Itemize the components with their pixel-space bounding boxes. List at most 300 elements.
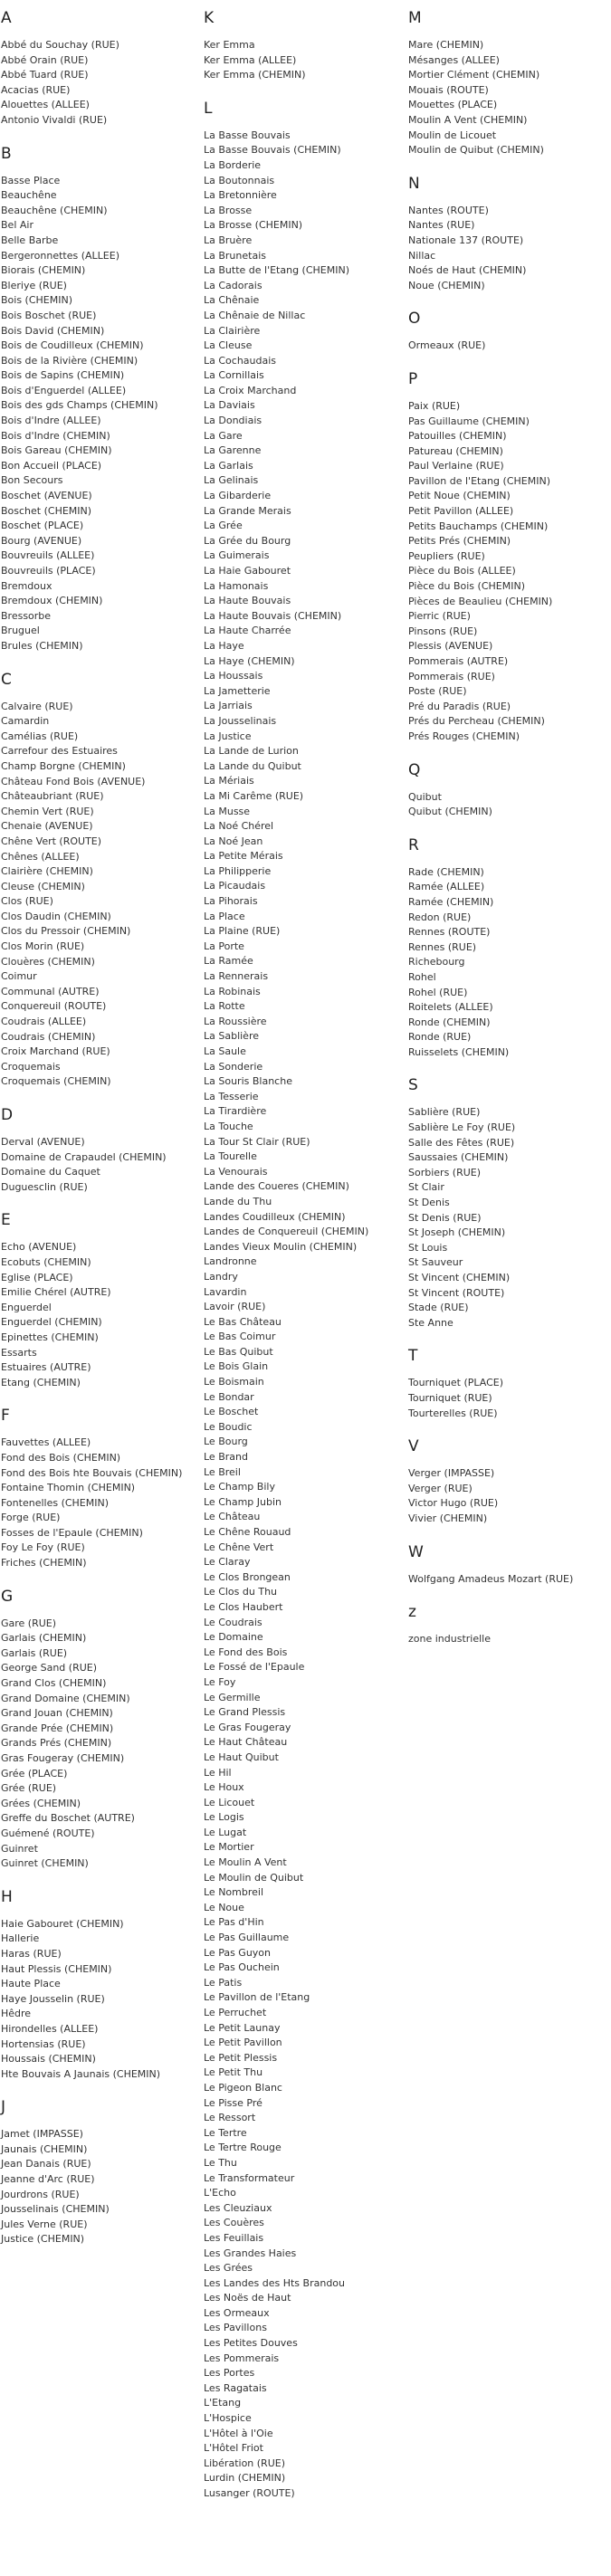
street-item: La Cochaudais xyxy=(204,354,277,367)
letter-heading: E xyxy=(1,1211,11,1230)
street-item: Bois d'Enguerdel (ALLEE) xyxy=(1,384,127,396)
letter-heading: D xyxy=(1,1106,14,1124)
street-item: La Haute Charrée xyxy=(204,625,291,637)
street-item: La Mériais xyxy=(204,775,254,787)
street-item: Biorais (CHEMIN) xyxy=(1,264,86,277)
street-item: Paul Verlaine (RUE) xyxy=(408,460,504,472)
street-item: L'Hôtel à l'Oie xyxy=(204,2427,273,2439)
street-item: Rade (CHEMIN) xyxy=(408,865,484,878)
street-item: Epinettes (CHEMIN) xyxy=(1,1331,99,1343)
street-item: Ormeaux (RUE) xyxy=(408,339,486,352)
street-item: Prés Rouges (CHEMIN) xyxy=(408,730,520,742)
street-item: Les Grandes Haies xyxy=(204,2247,297,2259)
street-item: La Pihorais xyxy=(204,895,258,908)
letter-group xyxy=(204,9,405,83)
letter-group xyxy=(1,1588,200,1872)
street-item: La Jametterie xyxy=(204,684,271,697)
street-item: Les Ragatais xyxy=(204,2381,267,2394)
street-item: Bon Secours xyxy=(1,474,63,487)
street-item: Bremdoux (CHEMIN) xyxy=(1,595,103,607)
street-item: Le Pas Ouchein xyxy=(204,1961,280,1974)
street-item: Le Domaine xyxy=(204,1631,263,1644)
street-item: Lavoir (RUE) xyxy=(204,1301,266,1313)
street-list xyxy=(1,38,200,129)
street-item: Nillac xyxy=(408,249,436,262)
street-item: Domaine du Caquet xyxy=(1,1166,100,1178)
letter-heading: M xyxy=(408,9,422,27)
street-item: Le Grand Plessis xyxy=(204,1706,286,1719)
street-item: Guinret xyxy=(1,1842,38,1855)
street-item: Bourg (AVENUE) xyxy=(1,534,82,547)
street-item: La Mi Carême (RUE) xyxy=(204,789,304,802)
street-item: Salle des Fêtes (RUE) xyxy=(408,1136,515,1149)
street-item: Le Fossé de l'Epaule xyxy=(204,1661,305,1674)
street-item: La Houssais xyxy=(204,670,263,682)
street-item: Bois Boschet (RUE) xyxy=(1,309,97,321)
street-item: Le Tertre xyxy=(204,2126,247,2139)
street-item: Champ Borgne (CHEMIN) xyxy=(1,759,126,772)
street-item: La Touche xyxy=(204,1120,253,1132)
street-item: Le Gras Fougeray xyxy=(204,1721,291,1733)
street-item: La Brosse (CHEMIN) xyxy=(204,219,303,232)
street-item: Basse Place xyxy=(1,174,61,186)
street-item: La Grée du Bourg xyxy=(204,534,291,547)
street-item: Landry xyxy=(204,1270,238,1283)
street-item: Chemin Vert (RUE) xyxy=(1,805,94,817)
street-item: Le Chêne Rouaud xyxy=(204,1526,291,1538)
street-item: Roitelets (ALLEE) xyxy=(408,1001,493,1014)
street-item: La Lande du Quibut xyxy=(204,759,301,772)
letter-group xyxy=(408,1347,609,1421)
street-list xyxy=(204,129,405,2502)
street-item: Petits Prés (CHEMIN) xyxy=(408,535,511,548)
street-list xyxy=(408,865,609,1061)
street-item: Haye Jousselin (RUE) xyxy=(1,1992,105,2005)
street-item: Libération (RUE) xyxy=(204,2457,285,2469)
street-list xyxy=(408,1572,609,1588)
letter-heading: C xyxy=(1,670,12,689)
street-item: Plessis (AVENUE) xyxy=(408,640,493,653)
street-list xyxy=(204,38,405,83)
street-item: Le Germille xyxy=(204,1691,261,1703)
street-item: Noés de Haut (CHEMIN) xyxy=(408,264,527,277)
street-item: Coudrais (ALLEE) xyxy=(1,1016,87,1028)
letter-group xyxy=(1,145,200,654)
street-item: Croquemais (CHEMIN) xyxy=(1,1075,111,1088)
street-item: Grée (PLACE) xyxy=(1,1767,68,1779)
letter-group xyxy=(1,671,200,1090)
street-item: Mouais (ROUTE) xyxy=(408,83,489,96)
street-item: Le Pas d'Hin xyxy=(204,1916,264,1929)
street-item: La Picaudais xyxy=(204,880,266,892)
street-item: Les Pavillons xyxy=(204,2322,267,2334)
street-item: Clouères (CHEMIN) xyxy=(1,955,95,968)
street-item: Estuaires (AUTRE) xyxy=(1,1361,91,1374)
street-item: Emilie Chérel (AUTRE) xyxy=(1,1286,111,1299)
street-item: Les Feuillais xyxy=(204,2231,264,2244)
street-item: La Bretonnière xyxy=(204,189,277,202)
street-item: La Brunetais xyxy=(204,249,266,262)
street-item: Bois d'Indre (CHEMIN) xyxy=(1,429,110,442)
street-item: Jousselinais (CHEMIN) xyxy=(1,2203,110,2216)
letter-group xyxy=(408,1603,609,1647)
street-item: Mouettes (PLACE) xyxy=(408,99,498,111)
street-item: La Hamonais xyxy=(204,579,269,592)
street-item: Bremdoux xyxy=(1,579,53,592)
street-item: La Cleuse xyxy=(204,339,253,352)
street-item: La Roussière xyxy=(204,1015,267,1027)
street-item: La Noé Chérel xyxy=(204,820,274,833)
letter-group xyxy=(408,1076,609,1331)
street-item: Quibut (CHEMIN) xyxy=(408,806,492,818)
street-list xyxy=(1,1135,200,1195)
street-item: La Garlais xyxy=(204,459,253,472)
street-list xyxy=(408,1376,609,1421)
street-item: Le Petit Launay xyxy=(204,2021,281,2034)
street-item: Château Fond Bois (AVENUE) xyxy=(1,775,146,787)
street-item: La Sonderie xyxy=(204,1060,263,1073)
street-item: La Rennerais xyxy=(204,970,269,983)
street-item: Gare (RUE) xyxy=(1,1617,57,1629)
street-item: Enguerdel (CHEMIN) xyxy=(1,1316,102,1329)
street-item: Haie Gabouret (CHEMIN) xyxy=(1,1917,124,1930)
street-item: Bel Air xyxy=(1,219,33,232)
letter-heading: z xyxy=(408,1603,416,1622)
street-item: La Clairière xyxy=(204,324,261,337)
street-item: Calvaire (RUE) xyxy=(1,700,73,712)
street-item: Moulin de Quibut (CHEMIN) xyxy=(408,144,544,157)
directory-column-2 xyxy=(204,9,405,2518)
street-item: St Denis xyxy=(408,1197,450,1209)
street-item: George Sand (RUE) xyxy=(1,1662,97,1674)
street-item: Coimur xyxy=(1,970,37,983)
street-item: Le Breil xyxy=(204,1465,241,1478)
street-item: Ronde (RUE) xyxy=(408,1031,472,1044)
street-item: Hte Bouvais A Jaunais (CHEMIN) xyxy=(1,2067,161,2080)
letter-heading: R xyxy=(408,835,419,854)
street-item: Antonio Vivaldi (RUE) xyxy=(1,113,108,126)
street-item: Le Moulin A Vent xyxy=(204,1856,287,1869)
street-item: Coudrais (CHEMIN) xyxy=(1,1030,96,1043)
street-item: Les Portes xyxy=(204,2367,255,2380)
street-item: Le Boismain xyxy=(204,1376,264,1388)
street-item: Alouettes (ALLEE) xyxy=(1,99,90,111)
street-list xyxy=(1,1240,200,1390)
street-item: Le Perruchet xyxy=(204,2007,267,2018)
street-item: Le Nombreil xyxy=(204,1886,264,1899)
letter-heading: W xyxy=(408,1542,424,1561)
street-item: Friches (CHEMIN) xyxy=(1,1557,87,1569)
street-item: Les Grées xyxy=(204,2262,253,2275)
street-item: St Sauveur xyxy=(408,1256,463,1269)
street-item: La Chênaie xyxy=(204,294,260,307)
street-item: La Guimerais xyxy=(204,549,270,562)
street-item: La Cornillais xyxy=(204,369,264,382)
street-item: La Chênaie de Nillac xyxy=(204,309,306,321)
street-item: Boschet (CHEMIN) xyxy=(1,504,92,517)
street-item: Les Couères xyxy=(204,2217,264,2229)
street-item: Fauvettes (ALLEE) xyxy=(1,1436,91,1449)
street-item: Chênes (ALLEE) xyxy=(1,850,80,863)
street-item: Haras (RUE) xyxy=(1,1947,62,1960)
street-item: Mare (CHEMIN) xyxy=(408,39,484,51)
street-item: Sorbiers (RUE) xyxy=(408,1166,482,1178)
street-item: Lurdin (CHEMIN) xyxy=(204,2472,286,2485)
street-item: Le Champ Jubin xyxy=(204,1495,282,1508)
street-item: Le Bas Coimur xyxy=(204,1331,276,1343)
street-item: Le Haut Quibut xyxy=(204,1751,279,1763)
street-item: Le Pigeon Blanc xyxy=(204,2081,282,2094)
street-item: Le Bas Château xyxy=(204,1315,282,1328)
street-list xyxy=(408,1466,609,1526)
letter-heading: Q xyxy=(408,760,421,779)
letter-group xyxy=(408,310,609,354)
street-item: Grands Prés (CHEMIN) xyxy=(1,1737,112,1750)
street-list xyxy=(1,1917,200,2083)
street-item: La Rotte xyxy=(204,1000,245,1013)
street-item: Moulin A Vent (CHEMIN) xyxy=(408,113,528,126)
street-item: Fosses de l'Epaule (CHEMIN) xyxy=(1,1526,143,1539)
letter-heading: A xyxy=(1,9,12,27)
street-item: Rennes (RUE) xyxy=(408,940,477,953)
street-item: Le Mortier xyxy=(204,1841,254,1854)
street-item: Grande Prée (CHEMIN) xyxy=(1,1722,114,1734)
street-item: La Sablière xyxy=(204,1030,259,1043)
letter-group xyxy=(1,1211,200,1390)
street-item: Le Foy xyxy=(204,1675,236,1688)
street-item: Hortensias (RUE) xyxy=(1,2037,86,2050)
street-item: Hirondelles (ALLEE) xyxy=(1,2022,99,2035)
letter-group xyxy=(1,1106,200,1195)
letter-group xyxy=(1,2098,200,2247)
street-item: Belle Barbe xyxy=(1,234,59,246)
street-item: Pièce du Bois (ALLEE) xyxy=(408,565,516,577)
street-item: Ecobuts (CHEMIN) xyxy=(1,1255,91,1268)
street-item: La Grande Merais xyxy=(204,504,291,517)
street-item: Garlais (CHEMIN) xyxy=(1,1632,87,1645)
street-item: La Jousselinais xyxy=(204,714,277,727)
street-item: La Daviais xyxy=(204,399,255,412)
street-item: Poste (RUE) xyxy=(408,685,467,698)
street-item: Tourterelles (RUE) xyxy=(408,1407,498,1419)
street-item: Le Noue xyxy=(204,1901,244,1913)
street-item: Le Bois Glain xyxy=(204,1360,269,1373)
street-item: Pas Guillaume (CHEMIN) xyxy=(408,415,530,427)
street-item: Le Licouet xyxy=(204,1796,255,1808)
street-item: Le Champ Bily xyxy=(204,1481,275,1493)
street-item: La Robinais xyxy=(204,985,261,997)
street-item: Bois (CHEMIN) xyxy=(1,294,73,307)
street-item: Petits Bauchamps (CHEMIN) xyxy=(408,520,549,532)
street-item: Le Moulin de Quibut xyxy=(204,1871,304,1884)
street-item: Bouvreuils (PLACE) xyxy=(1,565,96,577)
street-item: Hallerie xyxy=(1,1932,40,1945)
street-item: St Vincent (ROUTE) xyxy=(408,1286,505,1299)
street-item: Ste Anne xyxy=(408,1316,453,1329)
letter-heading: H xyxy=(1,1887,13,1906)
street-item: Clos Daudin (CHEMIN) xyxy=(1,910,111,922)
street-item: Jean Danais (RUE) xyxy=(1,2158,91,2171)
street-item: Echo (AVENUE) xyxy=(1,1241,77,1254)
street-item: La Tesserie xyxy=(204,1090,259,1102)
street-item: Abbé Tuard (RUE) xyxy=(1,69,89,81)
street-item: Châteaubriant (RUE) xyxy=(1,790,104,803)
street-item: St Joseph (CHEMIN) xyxy=(408,1226,506,1239)
letter-group xyxy=(408,9,609,158)
street-item: Domaine de Crapaudel (CHEMIN) xyxy=(1,1150,167,1163)
street-item: Clos Morin (RUE) xyxy=(1,940,85,953)
street-item: Le Patis xyxy=(204,1976,243,1989)
street-list xyxy=(408,339,609,354)
street-item: zone industrielle xyxy=(408,1633,491,1646)
letter-heading: V xyxy=(408,1437,419,1456)
street-item: La Haie Gabouret xyxy=(204,565,291,577)
letter-group xyxy=(408,1437,609,1526)
street-item: Bois de la Rivière (CHEMIN) xyxy=(1,354,138,367)
street-item: Peupliers (RUE) xyxy=(408,549,485,562)
street-list xyxy=(1,1617,200,1872)
street-item: Chêne Vert (ROUTE) xyxy=(1,835,102,847)
street-item: Cleuse (CHEMIN) xyxy=(1,880,85,892)
street-item: Pommerais (AUTRE) xyxy=(408,655,509,667)
street-item: Le Pas Guyon xyxy=(204,1946,272,1959)
street-item: Le Bondar xyxy=(204,1390,254,1403)
street-item: La Haye (CHEMIN) xyxy=(204,654,295,667)
street-item: Bergeronnettes (ALLEE) xyxy=(1,249,120,262)
street-item: Redon (RUE) xyxy=(408,911,472,923)
street-list xyxy=(1,2127,200,2247)
street-item: Bois David (CHEMIN) xyxy=(1,324,105,337)
street-item: Pierric (RUE) xyxy=(408,610,471,623)
street-item: Grées (CHEMIN) xyxy=(1,1797,81,1809)
letter-heading: B xyxy=(1,144,12,163)
street-item: Gras Fougeray (CHEMIN) xyxy=(1,1752,125,1764)
letter-group xyxy=(1,9,200,129)
street-item: Haute Place xyxy=(1,1978,61,1990)
street-item: Fontenelles (CHEMIN) xyxy=(1,1496,110,1509)
street-item: Carrefour des Estuaires xyxy=(1,745,118,758)
letter-group xyxy=(408,836,609,1061)
street-item: La Porte xyxy=(204,940,244,952)
street-item: Eglise (PLACE) xyxy=(1,1271,73,1283)
street-list xyxy=(1,700,200,1090)
letter-heading: L xyxy=(204,99,213,118)
street-item: Le Transformateur xyxy=(204,2171,295,2184)
letter-group xyxy=(204,100,405,2502)
street-item: La Petite Mérais xyxy=(204,850,283,863)
street-item: Bruguel xyxy=(1,625,40,637)
street-item: Victor Hugo (RUE) xyxy=(408,1497,499,1510)
street-item: Le Coudrais xyxy=(204,1616,263,1628)
street-item: Ker Emma xyxy=(204,39,255,51)
street-item: Boschet (AVENUE) xyxy=(1,490,92,502)
street-item: Pièce du Bois (CHEMIN) xyxy=(408,580,525,593)
street-item: Les Landes des Hts Brandou xyxy=(204,2276,346,2289)
street-list xyxy=(1,1436,200,1570)
street-item: Stade (RUE) xyxy=(408,1302,469,1314)
street-item: Jaunais (CHEMIN) xyxy=(1,2142,88,2155)
street-item: Foy Le Foy (RUE) xyxy=(1,1541,85,1554)
street-item: Ramée (ALLEE) xyxy=(408,881,485,893)
street-item: Le Boschet xyxy=(204,1406,259,1418)
street-item: La Borderie xyxy=(204,158,262,171)
street-item: Verger (RUE) xyxy=(408,1482,473,1494)
street-item: Rohel (RUE) xyxy=(408,986,468,998)
letter-heading: F xyxy=(1,1407,10,1426)
letter-heading: K xyxy=(204,9,215,27)
street-item: Beauchêne (CHEMIN) xyxy=(1,204,108,216)
street-item: Fontaine Thomin (CHEMIN) xyxy=(1,1482,136,1494)
street-item: Le Bourg xyxy=(204,1436,248,1448)
street-list xyxy=(408,1105,609,1331)
street-item: Sablière Le Foy (RUE) xyxy=(408,1121,516,1134)
street-item: Landes de Conquereuil (CHEMIN) xyxy=(204,1226,369,1238)
street-item: Bois Gareau (CHEMIN) xyxy=(1,444,112,457)
street-item: Rohel xyxy=(408,970,436,983)
street-item: Les Petites Douves xyxy=(204,2337,298,2350)
street-item: Le Petit Pavillon xyxy=(204,2037,282,2049)
street-item: La Dondiais xyxy=(204,415,263,427)
street-item: Etang (CHEMIN) xyxy=(1,1376,81,1388)
street-item: La Basse Bouvais xyxy=(204,129,291,141)
street-item: La Ramée xyxy=(204,955,253,968)
street-item: L'Hôtel Friot xyxy=(204,2442,263,2455)
street-item: Camélias (RUE) xyxy=(1,730,79,742)
street-item: La Musse xyxy=(204,805,251,817)
street-item: Vivier (CHEMIN) xyxy=(408,1512,488,1524)
street-item: Brules (CHEMIN) xyxy=(1,639,83,652)
street-item: Ker Emma (ALLEE) xyxy=(204,53,297,66)
street-item: La Place xyxy=(204,910,245,922)
street-item: La Lande de Lurion xyxy=(204,745,299,758)
street-item: La Tourelle xyxy=(204,1150,257,1163)
street-item: Lande du Thu xyxy=(204,1195,272,1207)
street-list xyxy=(408,1632,609,1647)
street-item: Grand Jouan (CHEMIN) xyxy=(1,1707,113,1720)
street-item: Le Château xyxy=(204,1511,261,1523)
street-item: Guinret (CHEMIN) xyxy=(1,1857,89,1870)
street-item: La Tirardière xyxy=(204,1105,267,1118)
street-item: Bouvreuils (ALLEE) xyxy=(1,549,95,562)
street-item: St Louis xyxy=(408,1241,448,1254)
street-item: Le Brand xyxy=(204,1451,248,1464)
street-item: La Croix Marchand xyxy=(204,384,297,396)
street-item: Croquemais xyxy=(1,1060,61,1073)
letter-group xyxy=(1,1407,200,1570)
street-item: La Plaine (RUE) xyxy=(204,925,281,938)
street-item: Hêdre xyxy=(1,2008,32,2020)
street-item: Le Bas Quibut xyxy=(204,1345,273,1358)
street-item: Le Boudic xyxy=(204,1420,253,1433)
street-item: Lavardin xyxy=(204,1285,247,1298)
street-item: Le Clos Brongean xyxy=(204,1570,291,1583)
street-item: Le Clos du Thu xyxy=(204,1586,278,1598)
street-item: Le Claray xyxy=(204,1556,251,1569)
letter-heading: N xyxy=(408,174,420,193)
street-item: Beauchêne xyxy=(1,189,57,202)
street-item: Tourniquet (PLACE) xyxy=(408,1377,503,1389)
street-item: Mésanges (ALLEE) xyxy=(408,53,500,66)
street-item: Nantes (ROUTE) xyxy=(408,204,489,216)
street-item: Le Haut Château xyxy=(204,1736,288,1749)
street-item: La Boutonnais xyxy=(204,174,275,186)
street-item: La Basse Bouvais (CHEMIN) xyxy=(204,144,341,157)
street-item: Le Petit Plessis xyxy=(204,2051,278,2064)
street-item: Le Thu xyxy=(204,2156,237,2169)
street-list xyxy=(408,38,609,158)
street-item: Moulin de Licouet xyxy=(408,129,497,141)
street-item: Clairière (CHEMIN) xyxy=(1,865,93,878)
